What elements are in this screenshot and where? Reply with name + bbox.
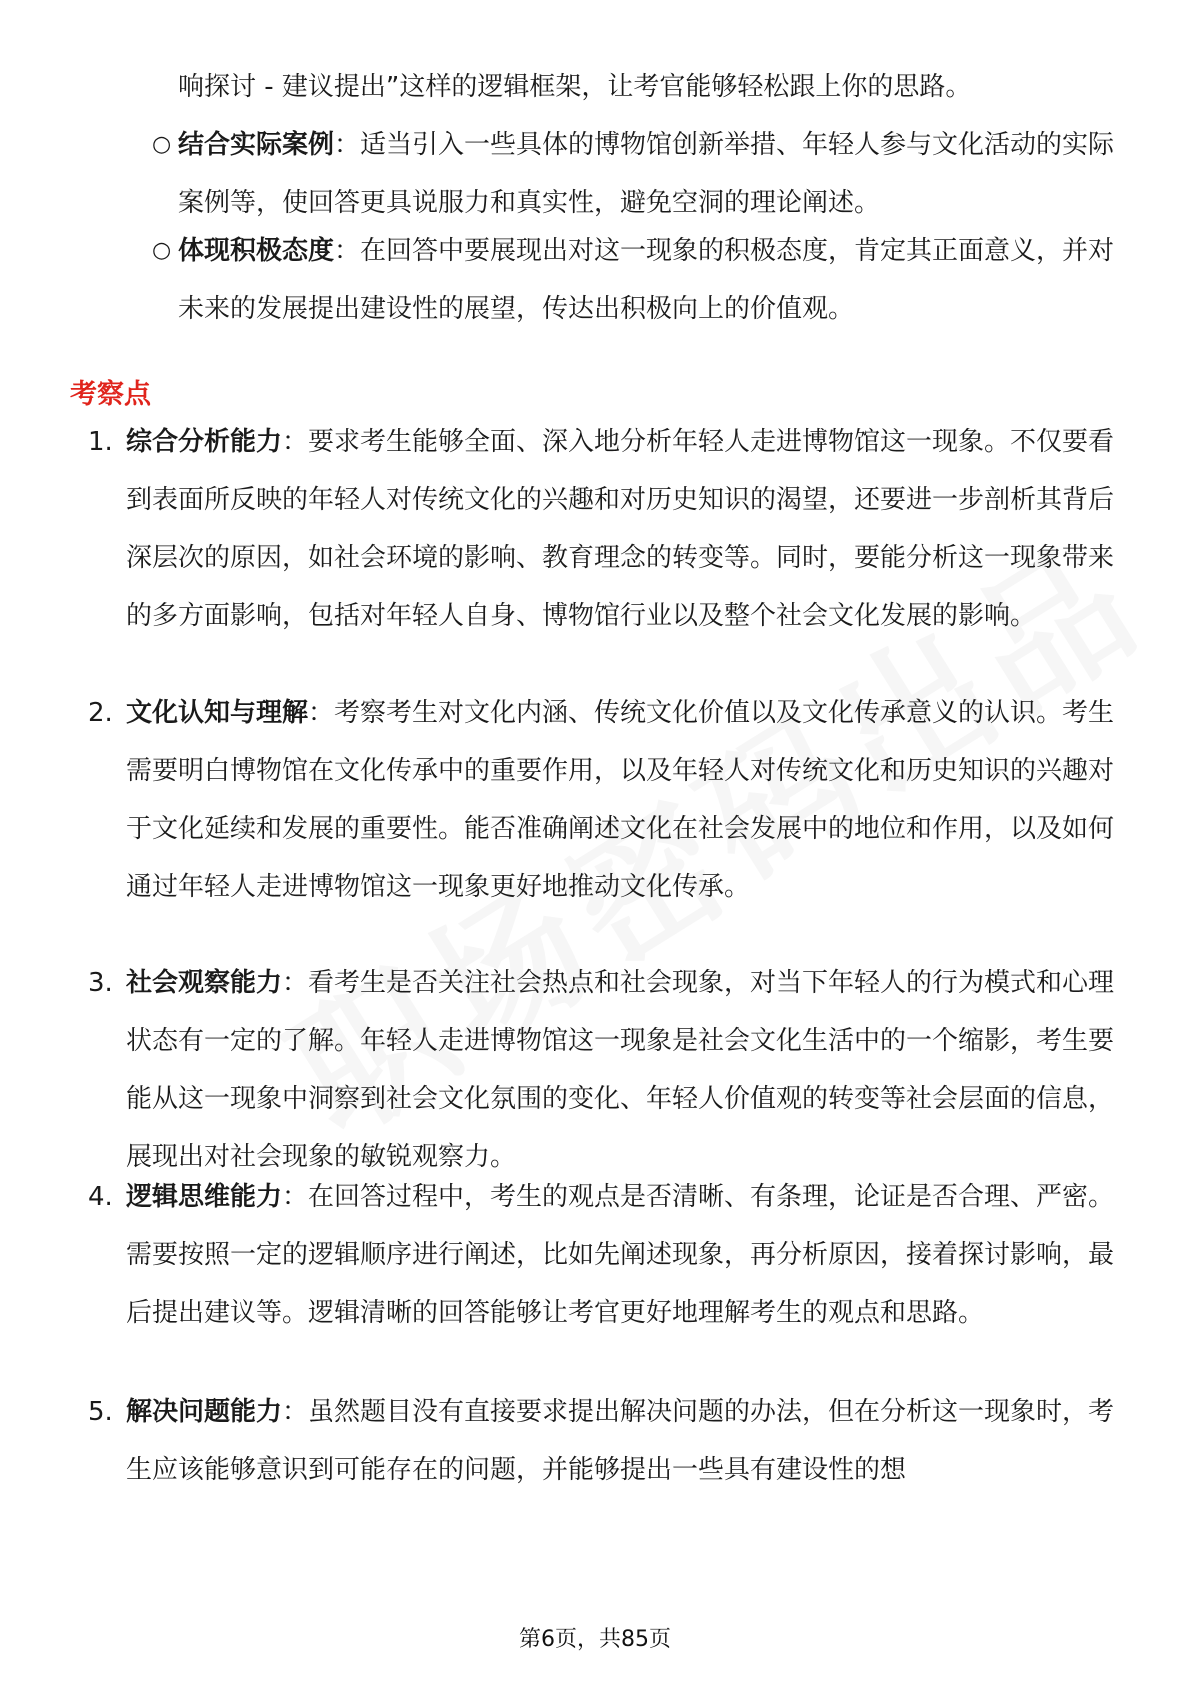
sub-item-sep: ：: [334, 130, 361, 160]
item-text: 看考生是否关注社会热点和社会现象，对当下年轻人的行为模式和心理状态有一定的了解。年轻人走进博物馆这一现象是社会文化生活中的一个缩影，考生要能从这一现象中洞察到社会文化氛围的变化、年轻人价值观的转变等社会层面的信息，展现出对社会现象的敏锐观察力。: [126, 968, 1115, 1172]
numbered-item: [70, 1383, 1125, 1499]
sub-item-text: 适当引入一些具体的博物馆创新举措、年轻人参与文化活动的实际案例等，使回答更具说服力和真实性，避免空洞的理论阐述。: [178, 130, 1115, 218]
item-text: 虽然题目没有直接要求提出解决问题的办法，但在分析这一现象时，考生应该能够意识到可能存在的问题，并能够提出一些具有建设性的想: [126, 1397, 1115, 1485]
item-number: 5.: [88, 1397, 113, 1427]
sub-list-item: [150, 222, 1115, 338]
item-sep: ：: [308, 698, 335, 728]
page-footer: 第6页，共85页: [519, 1627, 671, 1652]
sub-item-title: 体现积极态度: [178, 236, 335, 266]
sub-item-text: 在回答中要展现出对这一现象的积极态度，肯定其正面意义，并对未来的发展提出建设性的展望，传达出积极向上的价值观。: [178, 236, 1115, 324]
sub-item-sep: ：: [334, 236, 361, 266]
item-text: 考察考生对文化内涵、传统文化价值以及文化传承意义的认识。考生需要明白博物馆在文化传承中的重要作用，以及年轻人对传统文化和历史知识的兴趣对于文化延续和发展的重要性。能否准确阐述文化在社会发展中的地位和作用，以及如何通过年轻人走进博物馆这一现象更好地推动文化传承。: [126, 698, 1115, 902]
item-sep: ：: [282, 1397, 309, 1427]
item-sep: ：: [282, 1182, 309, 1212]
continued-paragraph: 响探讨 - 建议提出”这样的逻辑框架，让考官能够轻松跟上你的思路。: [178, 72, 972, 102]
numbered-item: [70, 954, 1125, 1186]
circle-bullet-icon: ○: [152, 238, 172, 263]
item-number: 3.: [88, 968, 113, 998]
item-text: 要求考生能够全面、深入地分析年轻人走进博物馆这一现象。不仅要看到表面所反映的年轻人对传统文化的兴趣和对历史知识的渴望，还要进一步剖析其背后深层次的原因，如社会环境的影响、教育理念的转变等。同时，要能分析这一现象带来的多方面影响，包括对年轻人自身、博物馆行业以及整个社会文化发展的影响。: [126, 427, 1115, 631]
item-title: 逻辑思维能力: [126, 1182, 283, 1212]
item-title: 综合分析能力: [126, 427, 283, 457]
sub-item-title: 结合实际案例: [178, 130, 335, 160]
sub-list-item: [150, 116, 1115, 232]
item-sep: ：: [282, 427, 309, 457]
item-text: 在回答过程中，考生的观点是否清晰、有条理，论证是否合理、严密。需要按照一定的逻辑顺序进行阐述，比如先阐述现象，再分析原因，接着探讨影响，最后提出建议等。逻辑清晰的回答能够让考官更好地理解考生的观点和思路。: [126, 1182, 1115, 1328]
item-number: 2.: [88, 698, 113, 728]
numbered-item: [70, 684, 1125, 916]
item-number: 4.: [88, 1182, 113, 1212]
numbered-item: [70, 1168, 1125, 1342]
circle-bullet-icon: ○: [152, 132, 172, 157]
item-title: 解决问题能力: [126, 1397, 283, 1427]
item-title: 社会观察能力: [126, 968, 283, 998]
item-sep: ：: [282, 968, 309, 998]
section-title: 考察点: [70, 379, 151, 410]
item-title: 文化认知与理解: [126, 698, 309, 728]
item-number: 1.: [88, 427, 113, 457]
numbered-item: [70, 413, 1125, 645]
